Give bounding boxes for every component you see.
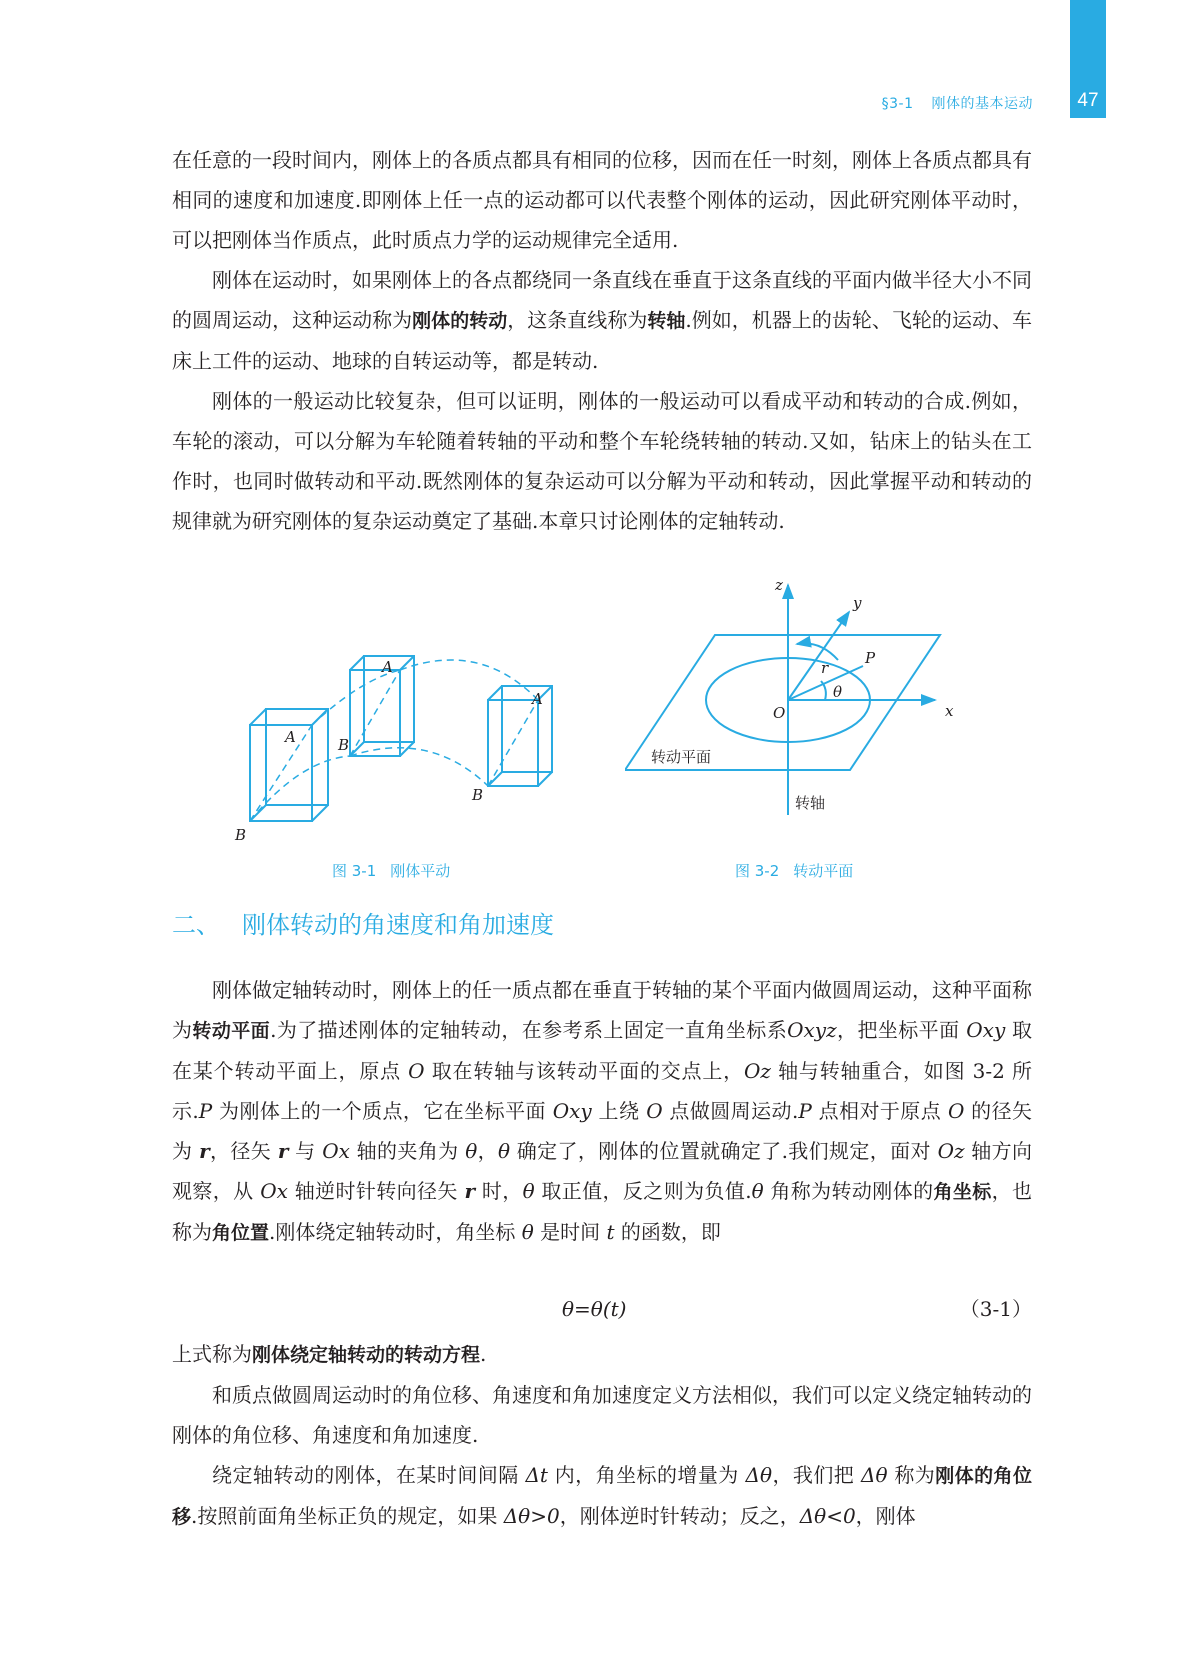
paragraph-6: 和质点做圆周运动时的角位移、角速度和角加速度定义方法相似，我们可以定义绕定轴转动的刚体的角位移、角速度和角加速度. [172, 1383, 1032, 1447]
running-head-title: 刚体的基本运动 [931, 96, 1033, 112]
term-angular-coordinate: 角坐标 [933, 1181, 992, 1203]
paragraph-1: 在任意的一段时间内，刚体上的各质点都具有相同的位移，因而在任一时刻，刚体上各质点都具有相同的速度和加速度.即刚体上任一点的运动都可以代表整个刚体的运动，因此研究刚体平动时，可以把刚体当作质点，此时质点力学的运动规律完全适用. [172, 148, 1032, 252]
fig1-label-b2: B [338, 736, 350, 754]
term-rotation-equation: 刚体绕定轴转动的转动方程 [252, 1344, 481, 1366]
paragraph-5: 上式称为刚体绕定轴转动的转动方程. [172, 1342, 487, 1366]
fig2-axis-z: z [775, 580, 783, 594]
figure-3-1-number: 图 3-1 [332, 862, 377, 880]
fig1-label-b1: B [235, 826, 247, 844]
fig1-label-a3: A [532, 690, 543, 708]
section-number: 二、 [172, 911, 220, 939]
paragraph-3: 刚体的一般运动比较复杂，但可以证明，刚体的一般运动可以看成平动和转动的合成.例如，车轮的滚动，可以分解为车轮随着转轴的平动和整个车轮绕转轴的转动.又如，钻床上的钻头在工作时，也同时做转动和平动.既然刚体的复杂运动可以分解为平动和转动，因此掌握平动和转动的规律就为研究刚体的复杂运动奠定了基础.本章只讨论刚体的定轴转动. [172, 389, 1032, 533]
figure-3-1-caption [332, 860, 450, 881]
fig2-point-p: P [865, 649, 876, 667]
figure-3-2-title: 转动平面 [793, 862, 854, 880]
figure-3-2 [625, 580, 1015, 850]
figure-3-2-number: 图 3-2 [735, 862, 780, 880]
fig2-radius: r [821, 659, 829, 677]
fig1-label-a1: A [285, 728, 296, 746]
equation-number: （3-1） [959, 1297, 1032, 1321]
fig2-axis-x: x [945, 702, 954, 720]
fig2-plane-label: 转动平面 [651, 748, 712, 766]
figure-3-1 [210, 620, 600, 850]
fig2-axis-y: y [853, 594, 862, 612]
paragraph-2: 刚体在运动时，如果刚体上的各点都绕同一条直线在垂直于这条直线的平面内做半径大小不同的圆周运动，这种运动称为刚体的转动，这条直线称为转轴.例如，机器上的齿轮、飞轮的运动、车床上工件的运动、地球的自转运动等，都是转动. [172, 268, 1032, 373]
term-angular-position: 角位置 [212, 1222, 270, 1244]
top-text-block [172, 140, 1032, 541]
running-head-section: §3-1 [881, 96, 914, 112]
paragraph-7: 绕定轴转动的刚体，在某时间间隔 Δt 内，角坐标的增量为 Δθ，我们把 Δθ 称为刚体的角位移.按照前面角坐标正负的规定，如果 Δθ>0，刚体逆时针转动；反之，Δθ<0，刚体 [172, 1463, 1032, 1528]
fig2-axle-label: 转轴 [795, 794, 826, 812]
running-head [882, 93, 1033, 113]
final-text-block [172, 1334, 1032, 1537]
fig1-label-a2: A [382, 658, 393, 676]
term-rotation-plane: 转动平面 [192, 1020, 271, 1042]
section-text-block [172, 970, 1032, 1253]
term-angular-displacement: 刚体的角位移 [172, 1465, 1032, 1528]
section-heading [172, 905, 554, 940]
page-number: 47 [1077, 90, 1099, 111]
equation-3-1 [172, 1291, 1032, 1327]
term-axle: 转轴 [647, 310, 686, 332]
figure-area [0, 580, 1203, 880]
figure-3-2-caption [735, 860, 853, 881]
fig2-origin: O [773, 704, 786, 722]
fig1-label-b3: B [472, 786, 484, 804]
term-rigid-rotation: 刚体的转动 [412, 310, 508, 332]
figure-3-1-title: 刚体平动 [390, 862, 451, 880]
fig2-angle: θ [833, 683, 843, 701]
paragraph-4: 刚体做定轴转动时，刚体上的任一质点都在垂直于转轴的某个平面内做圆周运动，这种平面称为转动平面.为了描述刚体的定轴转动，在参考系上固定一直角坐标系Oxyz，把坐标平面 Oxy 取在某个转动平面上，原点 O 取在转轴与该转动平面的交点上，Oz 轴与转轴重合，如图 3-2 所示.P 为刚体上的一个质点，它在坐标平面 Oxy 上绕 O 点做圆周运动.P 点相对于原点 O 的径矢为 r，径矢 r 与 Ox 轴的夹角为 θ，θ 确定了，刚体的位置就确定了.我们规定，面对 Oz 轴方向观察，从 Ox 轴逆时针转向径矢 r 时，θ 取正值，反之则为负值.θ 角称为转动刚体的角坐标，也称为角位置.刚体绕定轴转动时，角坐标 θ 是时间 t 的函数，即 [172, 978, 1033, 1244]
section-title: 刚体转动的角速度和角加速度 [242, 911, 554, 939]
equation-body: θ=θ(t) [562, 1297, 627, 1321]
